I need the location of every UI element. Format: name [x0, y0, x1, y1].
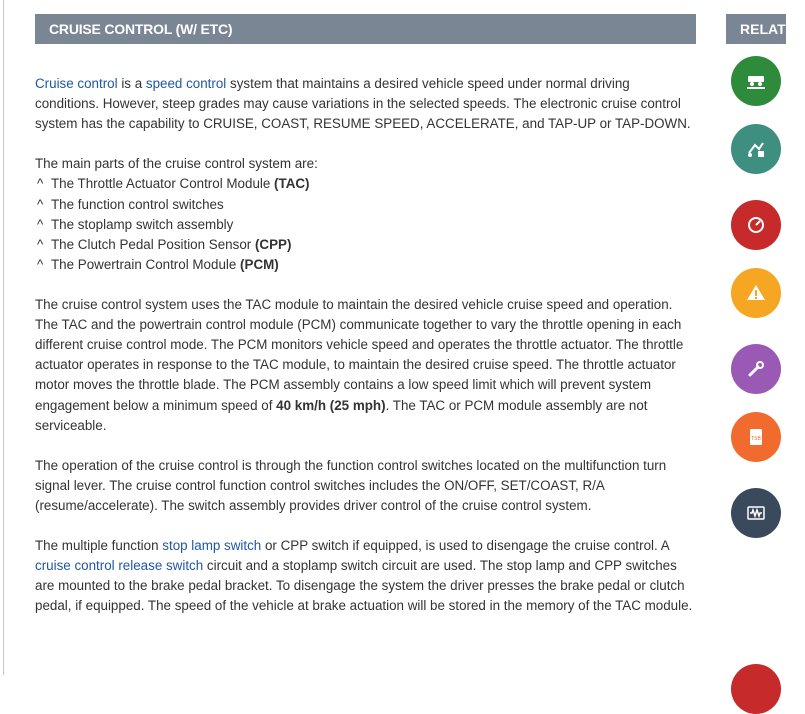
- parts-intro: The main parts of the cruise control system are:: [35, 156, 318, 172]
- speed-control-link[interactable]: speed control: [145, 76, 227, 91]
- stoplamp-paragraph: The multiple function stop lamp switch or CPP switch if equipped, is used to disengage the cruise control. A cruise control release switch circuit and a stoplamp switch circuit are used. The stop lamp and CPP switches are mounted to the brake pedal bracket. To disengage the system the driver presses the brake pedal or clutch pedal, if equipped. The speed of the vehicle at brake actuation will be stored in the memory of the TAC module.: [35, 538, 693, 614]
- related-header: RELATED: [726, 14, 786, 44]
- svg-text:TSB: TSB: [751, 436, 761, 442]
- diagnostic-gauge-icon[interactable]: [731, 200, 781, 250]
- stop-lamp-switch-link[interactable]: stop lamp switch: [162, 538, 262, 554]
- tsb-document-icon[interactable]: [731, 412, 781, 462]
- repair-wrench-icon[interactable]: [731, 344, 781, 394]
- cruise-control-link[interactable]: Cruise control: [35, 76, 118, 91]
- list-item: ^ The stoplamp switch assembly: [37, 216, 234, 232]
- partial-icon[interactable]: [731, 664, 781, 714]
- list-item: ^ The Powertrain Control Module (PCM): [37, 256, 279, 272]
- waveform-icon[interactable]: [731, 488, 781, 538]
- parts-list: [35, 174, 697, 274]
- vehicle-lift-icon[interactable]: [731, 56, 781, 106]
- page-divider: [3, 0, 4, 675]
- switches-paragraph: The operation of the cruise control is through the function control switches located on the multifunction turn signal lever. The cruise control function control switches includes the ON/OFF, SET/COAST, R/A (resume/accelerate). The switch assembly provides driver control of the cruise control system.: [35, 457, 667, 513]
- warning-icon[interactable]: [731, 268, 781, 318]
- tac-paragraph: The cruise control system uses the TAC module to maintain the desired vehicle cruise speed and operation. The TAC and the powertrain control module (PCM) communicate together to vary the throttle opening in each different cruise control mode. The PCM monitors vehicle speed and operates the throttle actuator. The throttle actuator operates in response to the TAC module, to maintain the desired cruise speed. The throttle actuator motor moves the throttle blade. The PCM assembly contains a low speed limit which will prevent system engagement below a minimum speed of 40 km/h (25 mph). The TAC or PCM module assembly are not serviceable.: [35, 297, 684, 433]
- list-item: ^ The Clutch Pedal Position Sensor (CPP): [37, 236, 292, 252]
- list-item: ^ The function control switches: [37, 196, 224, 212]
- article-body: [35, 74, 697, 617]
- wiring-diagram-icon[interactable]: [731, 124, 781, 174]
- intro-paragraph: Cruise control is a speed control system that maintains a desired vehicle speed under normal driving conditions. However, steep grades may cause variations in the selected speeds. The electronic cruise control system has the capability to CRUISE, COAST, RESUME SPEED, ACCELERATE, and TAP-UP or TAP-DOWN.: [35, 76, 691, 132]
- list-item: ^ The Throttle Actuator Control Module (TAC): [37, 176, 310, 192]
- cruise-control-release-switch-link[interactable]: cruise control release switch: [35, 558, 204, 574]
- section-title: CRUISE CONTROL (W/ ETC): [35, 14, 696, 44]
